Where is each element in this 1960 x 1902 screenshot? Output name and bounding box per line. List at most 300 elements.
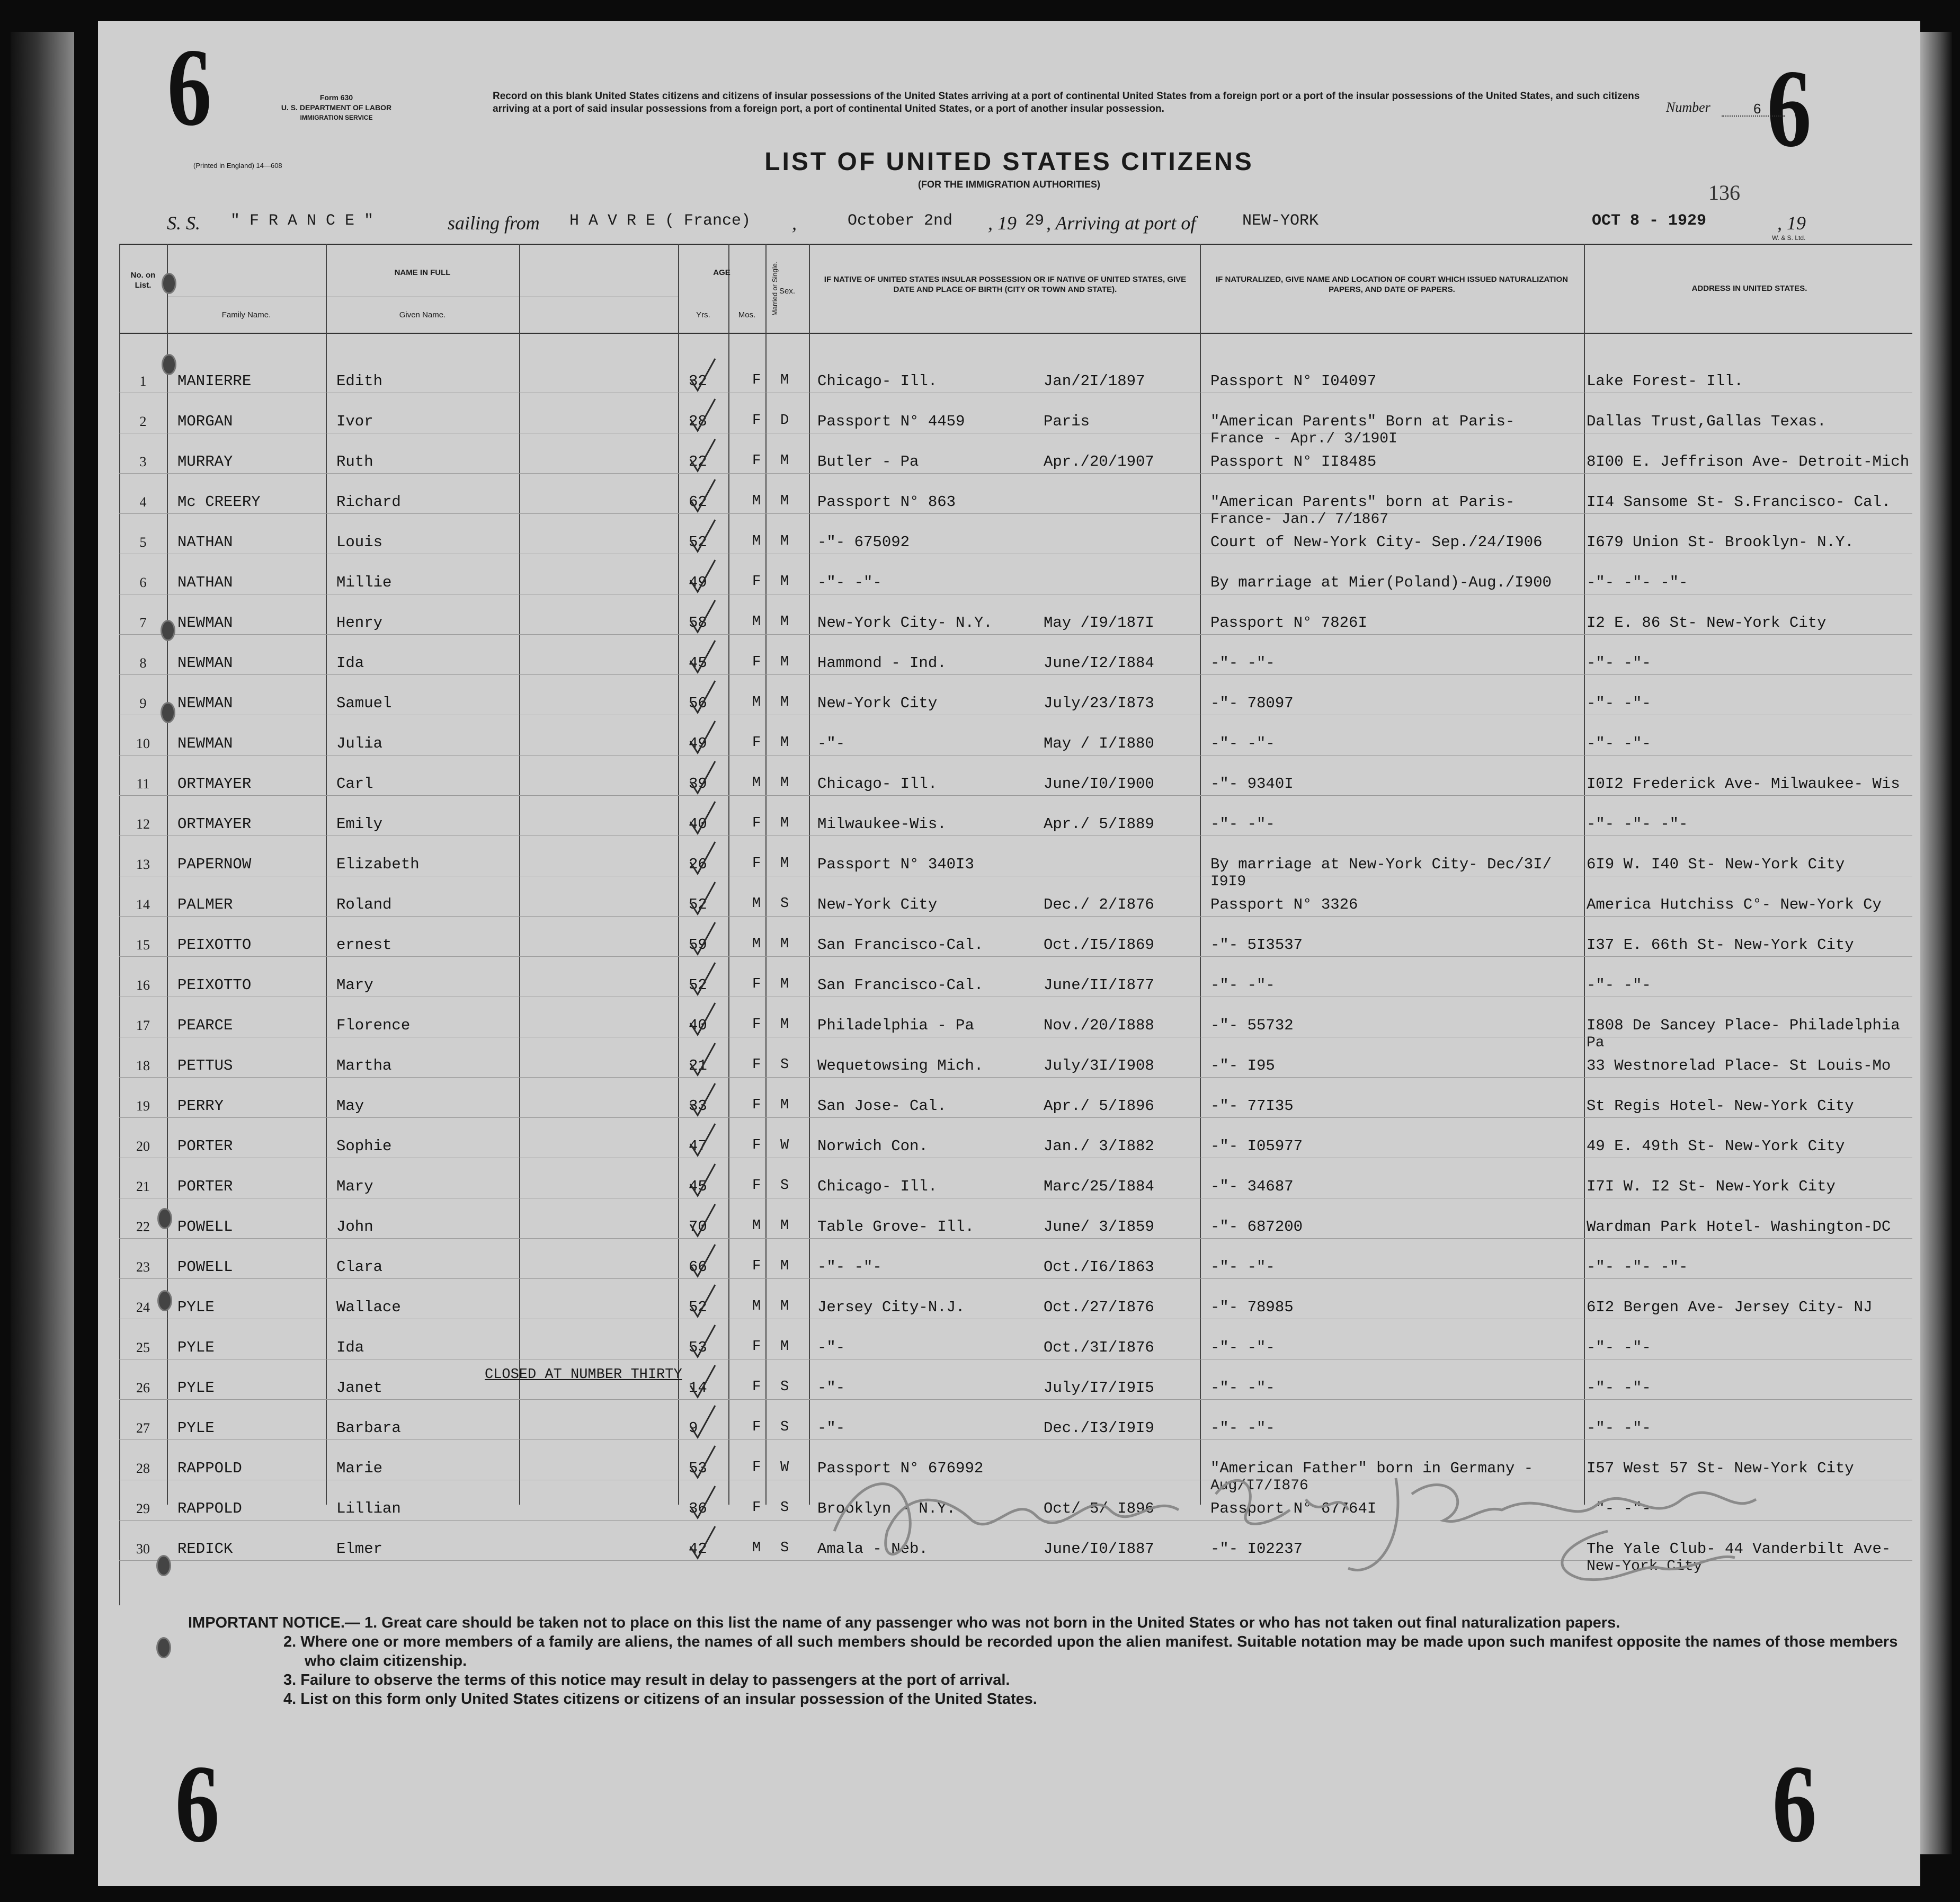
cell-birth-place: Philadelphia - Pa [817, 1017, 974, 1034]
cell-ms: M [780, 1299, 789, 1314]
cell-birth-date: Oct./3I/I876 [1044, 1339, 1154, 1356]
cell-ms: M [780, 856, 789, 872]
check-mark-icon [686, 680, 718, 717]
cell-natz: -"- 9340I [1210, 775, 1294, 793]
cell-natz: -"- 78985 [1210, 1299, 1294, 1316]
cell-family: MURRAY [177, 453, 233, 470]
header-address: ADDRESS IN UNITED STATES. [1691, 284, 1807, 293]
cell-family: PYLE [177, 1419, 215, 1437]
notice-item: 4. List on this form only United States citizens or citizens of an insular possession of the United States. [283, 1691, 1037, 1708]
cell-birth-place: -"- -"- [817, 1258, 882, 1276]
binding-hole [156, 1555, 171, 1576]
sheet-number-top-right: 6 [1767, 47, 1812, 170]
cell-ms: M [780, 493, 789, 509]
table-row [119, 916, 1912, 957]
cell-age: 42 [689, 1540, 707, 1558]
cell-sex: M [752, 534, 761, 549]
cell-no: 22 [136, 1219, 150, 1234]
cell-addr: -"- -"- [1587, 1379, 1651, 1397]
cell-ms: S [780, 1178, 789, 1194]
cell-age: 52 [689, 896, 707, 913]
cell-addr: I57 West 57 St- New-York City [1587, 1460, 1854, 1477]
cell-ms: S [780, 1379, 789, 1395]
cell-addr: I808 De Sancey Place- Philadelphia [1587, 1017, 1900, 1034]
cell-family: POWELL [177, 1258, 233, 1276]
cell-addr: The Yale Club- 44 Vanderbilt Ave- [1587, 1540, 1891, 1558]
binding-hole [161, 702, 175, 723]
form-header [246, 93, 426, 123]
binding-hole [162, 273, 176, 294]
table-row [119, 1238, 1912, 1279]
table-row [119, 594, 1912, 635]
cell-age: 49 [689, 735, 707, 752]
cell-sex: F [752, 574, 761, 590]
department: U. S. DEPARTMENT OF LABOR [281, 103, 392, 112]
cell-family: PAPERNOW [177, 856, 252, 873]
cell-given: John [336, 1218, 373, 1236]
cell-family: MANIERRE [177, 372, 252, 390]
check-mark-icon [686, 801, 718, 838]
left-page-edge [11, 32, 74, 1854]
cell-birth-place: Passport N° 340I3 [817, 856, 974, 873]
cell-ms: M [780, 695, 789, 710]
cell-ms: S [780, 896, 789, 912]
cell-given: Henry [336, 614, 383, 632]
cell-ms: M [780, 1258, 789, 1274]
cell-ms: M [780, 775, 789, 791]
cell-sex: M [752, 1299, 761, 1314]
cell-birth-date: Oct./27/I876 [1044, 1299, 1154, 1316]
cell-birth-date: May /I9/187I [1044, 614, 1154, 632]
header-birth: IF NATIVE OF UNITED STATES INSULAR POSSESSION OR IF NATIVE OF UNITED STATES, GIVE DATE AND PLACE OF BIRTH (CITY OR TOWN AND STATE). [824, 275, 1187, 294]
check-mark-icon [686, 1082, 718, 1119]
check-mark-icon [686, 1243, 718, 1281]
cell-sex: F [752, 1500, 761, 1516]
table-row [119, 836, 1912, 890]
cell-ms: M [780, 735, 789, 751]
cell-natz: By marriage at New-York City- Dec/3I/ [1210, 856, 1552, 873]
cell-age: 9 [689, 1419, 698, 1437]
port-to: NEW-YORK [1242, 212, 1319, 230]
cell-natz: -"- -"- [1210, 1379, 1275, 1397]
form-number: Form 630 [319, 93, 353, 102]
cell-sex: F [752, 413, 761, 429]
cell-ms: M [780, 654, 789, 670]
check-mark-icon [686, 1485, 718, 1522]
cell-sex: F [752, 1057, 761, 1073]
cell-family: NATHAN [177, 574, 233, 591]
check-mark-icon [686, 1445, 718, 1482]
cell-family: ORTMAYER [177, 815, 252, 833]
cell-no: 13 [136, 857, 150, 872]
check-mark-icon [686, 639, 718, 677]
cell-addr: -"- -"- [1587, 1500, 1651, 1517]
form-title: LIST OF UNITED STATES CITIZENS [764, 148, 1254, 176]
cell-birth-place: San Francisco-Cal. [817, 936, 984, 954]
cell-birth-place: San Francisco-Cal. [817, 976, 984, 994]
cell-sex: F [752, 1419, 761, 1435]
cell-sex: M [752, 1218, 761, 1234]
cell-addr2: Pa [1587, 1035, 1605, 1051]
cell-no: 26 [136, 1380, 150, 1396]
cell-addr: Wardman Park Hotel- Washington-DC [1587, 1218, 1891, 1236]
cell-ms: W [780, 1137, 789, 1153]
header-no: No. on List. [130, 271, 156, 290]
cell-age: 40 [689, 815, 707, 833]
cell-birth-date: Jan./ 3/I882 [1044, 1137, 1154, 1155]
cell-no: 19 [136, 1098, 150, 1114]
cell-sex: M [752, 493, 761, 509]
table-row [119, 1198, 1912, 1239]
cell-given: Julia [336, 735, 383, 752]
cell-addr: 8I00 E. Jeffrison Ave- Detroit-Mich [1587, 453, 1910, 470]
port-from: H A V R E ( France) [569, 212, 751, 230]
cell-addr: I7I W. I2 St- New-York City [1587, 1178, 1836, 1195]
cell-sex: F [752, 976, 761, 992]
cell-birth-date: June/I0/I900 [1044, 775, 1154, 793]
cell-no: 4 [139, 494, 147, 510]
cell-addr: Lake Forest- Ill. [1587, 372, 1743, 390]
cell-birth-date: Oct./I5/I869 [1044, 936, 1154, 954]
cell-addr: -"- -"- -"- [1587, 815, 1688, 833]
cell-birth-date: June/I2/I884 [1044, 654, 1154, 672]
cell-birth-place: Butler - Pa [817, 453, 919, 470]
cell-ms: M [780, 1339, 789, 1355]
check-mark-icon [686, 438, 718, 475]
cell-birth-date: Apr./ 5/I889 [1044, 815, 1154, 833]
cell-natz: -"- I05977 [1210, 1137, 1303, 1155]
table-row [119, 1117, 1912, 1158]
cell-natz: Passport N° I04097 [1210, 372, 1377, 390]
table-row [119, 715, 1912, 756]
cell-family: PETTUS [177, 1057, 233, 1074]
cell-given: Martha [336, 1057, 392, 1074]
cell-given: Richard [336, 493, 401, 511]
cell-birth-date: Oct/ 5/ I896 [1044, 1500, 1154, 1517]
check-mark-icon [686, 1364, 718, 1401]
cell-birth-place: New-York City- N.Y. [817, 614, 993, 632]
cell-family: PEARCE [177, 1017, 233, 1034]
cell-birth-place: Wequetowsing Mich. [817, 1057, 984, 1074]
cell-birth-place: Passport N° 863 [817, 493, 956, 511]
cell-ms: M [780, 614, 789, 630]
table-row [119, 1278, 1912, 1319]
cell-age: 28 [689, 413, 707, 430]
cell-natz: -"- -"- [1210, 1339, 1275, 1356]
cell-addr: -"- -"- [1587, 1339, 1651, 1356]
check-mark-icon [686, 720, 718, 757]
cell-addr: II4 Sansome St- S.Francisco- Cal. [1587, 493, 1891, 511]
cell-birth-date: July/23/I873 [1044, 695, 1154, 712]
cell-ms: D [780, 413, 789, 429]
voyage-line: S. S. " F R A N C E " sailing from H A V R E ( France) , October 2nd , 19 29 , Arriving at port of NEW-YORK OCT 8 - 1929 , 19 [167, 212, 1806, 234]
cell-age: 52 [689, 534, 707, 551]
cell-birth-place: Passport N° 4459 [817, 413, 965, 430]
cell-natz: -"- -"- [1210, 1258, 1275, 1276]
service: IMMIGRATION SERVICE [300, 114, 373, 121]
cell-ms: M [780, 815, 789, 831]
cell-addr: I2 E. 86 St- New-York City [1587, 614, 1827, 632]
header-family: Family Name. [221, 310, 271, 319]
binding-hole [161, 620, 175, 641]
cell-sex: F [752, 453, 761, 469]
check-mark-icon [686, 1002, 718, 1039]
cell-given: Ruth [336, 453, 373, 470]
cell-no: 18 [136, 1058, 150, 1073]
table-row [119, 876, 1912, 917]
notice-item: 2. Where one or more members of a family are aliens, the names of all such members should be recorded upon the alien manifest. Suitable notation may be made upon such manifest opposite the names of those members who claim citizenship. [283, 1633, 1898, 1669]
cell-birth-date: May / I/I880 [1044, 735, 1154, 752]
form-subtitle: (FOR THE IMMIGRATION AUTHORITIES) [918, 179, 1100, 190]
cell-birth-date: July/I7/I9I5 [1044, 1379, 1154, 1397]
ship-name: " F R A N C E " [230, 212, 374, 230]
cell-family: PEIXOTTO [177, 976, 252, 994]
cell-natz: Passport N° 3326 [1210, 896, 1358, 913]
cell-natz: "American Parents" Born at Paris- [1210, 413, 1515, 430]
cell-sex: F [752, 1178, 761, 1194]
cell-no: 1 [139, 374, 147, 389]
cell-given: Samuel [336, 695, 392, 712]
cell-age: 40 [689, 1017, 707, 1034]
cell-birth-date: Paris [1044, 413, 1090, 430]
table-row [119, 997, 1912, 1051]
cell-age: 56 [689, 695, 707, 712]
cell-sex: F [752, 1017, 761, 1033]
header-yrs: Yrs. [696, 310, 710, 319]
cell-birth-place: Jersey City-N.J. [817, 1299, 965, 1316]
notice-item: 1. Great care should be taken not to place on this list the name of any passenger who was not born in the United States or who has not taken out final naturalization papers. [364, 1614, 1620, 1631]
cell-birth-date: Dec./ 2/I876 [1044, 896, 1154, 913]
table-row [119, 634, 1912, 675]
cell-sex: F [752, 1137, 761, 1153]
binding-hole [157, 1208, 172, 1229]
cell-natz: Passport N° 7826I [1210, 614, 1367, 632]
sheet-number-bottom-left: 6 [175, 1743, 220, 1865]
check-mark-icon [686, 599, 718, 636]
arrival-year-label: , 19 [1777, 212, 1806, 234]
cell-given: Mary [336, 1178, 373, 1195]
cell-addr: 49 E. 49th St- New-York City [1587, 1137, 1845, 1155]
check-mark-icon [686, 1284, 718, 1321]
cell-no: 14 [136, 897, 150, 912]
cell-birth-place: Norwich Con. [817, 1137, 928, 1155]
notice-item: 3. Failure to observe the terms of this notice may result in delay to passengers at the port of arrival. [283, 1672, 1010, 1688]
cell-age: 39 [689, 775, 707, 793]
cell-natz: -"- 55732 [1210, 1017, 1294, 1034]
cell-natz: -"- -"- [1210, 654, 1275, 672]
check-mark-icon [686, 841, 718, 878]
cell-addr: 33 Westnorelad Place- St Louis-Mo [1587, 1057, 1891, 1074]
cell-no: 25 [136, 1340, 150, 1355]
table-row [119, 352, 1912, 393]
cell-natz: -"- -"- [1210, 815, 1275, 833]
right-page-edge [1920, 32, 1952, 1854]
cell-natz: -"- -"- [1210, 976, 1275, 994]
cell-no: 12 [136, 816, 150, 832]
cell-addr2: New-York City [1587, 1558, 1703, 1575]
cell-family: PORTER [177, 1178, 233, 1195]
table-row [119, 755, 1912, 796]
manifest-sheet [98, 21, 1920, 1886]
check-mark-icon [686, 1405, 718, 1442]
cell-family: PEIXOTTO [177, 936, 252, 954]
binding-hole [157, 1290, 172, 1311]
cell-no: 7 [139, 615, 147, 630]
cell-age: 26 [689, 856, 707, 873]
closed-note: CLOSED AT NUMBER THIRTY [485, 1367, 682, 1383]
record-note: Record on this blank United States citizens and citizens of insular possessions of the United States arriving at a port of continental United States from a foreign port or a port of the insular possessions of the United States, and such citizens arriving at a port of said insular possessions from a foreign port, a port of continental United States, or a port of another insular possession. [493, 91, 1640, 114]
cell-age: 58 [689, 614, 707, 632]
cell-no: 20 [136, 1139, 150, 1154]
cell-family: NEWMAN [177, 614, 233, 632]
cell-sex: M [752, 614, 761, 630]
cell-natz: -"- 5I3537 [1210, 936, 1303, 954]
cell-family: PERRY [177, 1097, 224, 1115]
cell-birth-date: Jan/2I/1897 [1044, 372, 1145, 390]
cell-birth-place: San Jose- Cal. [817, 1097, 947, 1115]
cell-birth-place: Milwaukee-Wis. [817, 815, 947, 833]
cell-given: Janet [336, 1379, 383, 1397]
cell-ms: M [780, 1218, 789, 1234]
cell-given: Clara [336, 1258, 383, 1276]
cell-given: Millie [336, 574, 392, 591]
cell-ms: S [780, 1057, 789, 1073]
cell-no: 8 [139, 655, 147, 671]
cell-ms: S [780, 1500, 789, 1516]
cell-age: 52 [689, 976, 707, 994]
cell-age: 45 [689, 654, 707, 672]
cell-natz2: France- Jan./ 7/1867 [1210, 511, 1389, 528]
cell-family: PYLE [177, 1379, 215, 1397]
binding-hole [162, 354, 176, 375]
table-row [119, 795, 1912, 836]
cell-no: 11 [136, 776, 150, 792]
cell-given: Barbara [336, 1419, 401, 1437]
table-row [119, 433, 1912, 474]
cell-addr: I37 E. 66th St- New-York City [1587, 936, 1854, 954]
cell-natz: By marriage at Mier(Poland)-Aug./I900 [1210, 574, 1552, 591]
cell-family: PALMER [177, 896, 233, 913]
cell-given: Florence [336, 1017, 411, 1034]
cell-ms: M [780, 574, 789, 590]
check-mark-icon [686, 1525, 718, 1562]
cell-given: Sophie [336, 1137, 392, 1155]
check-mark-icon [686, 478, 718, 516]
cell-addr: -"- -"- -"- [1587, 574, 1688, 591]
cell-age: 32 [689, 372, 707, 390]
cell-addr: St Regis Hotel- New-York City [1587, 1097, 1854, 1115]
cell-natz: -"- 34687 [1210, 1178, 1294, 1195]
table-row [119, 1359, 1912, 1400]
cell-no: 9 [139, 696, 147, 711]
cell-ms: S [780, 1540, 789, 1556]
cell-birth-place: Chicago- Ill. [817, 775, 938, 793]
cell-no: 27 [136, 1420, 150, 1436]
cell-ms: M [780, 453, 789, 469]
printer-mark: W. & S. Ltd. [1772, 234, 1806, 242]
header-marital: Married or Single. [771, 261, 779, 316]
cell-addr: -"- -"- [1587, 735, 1651, 752]
header-mos: Mos. [738, 310, 756, 319]
cell-ms: S [780, 1419, 789, 1435]
cell-sex: F [752, 856, 761, 872]
cell-natz: Passport N° II8485 [1210, 453, 1377, 470]
cell-sex: F [752, 654, 761, 670]
cell-birth-place: Hammond - Ind. [817, 654, 947, 672]
cell-given: Louis [336, 534, 383, 551]
cell-no: 21 [136, 1179, 150, 1194]
cell-no: 28 [136, 1461, 150, 1476]
binding-hole [156, 1637, 171, 1658]
cell-family: RAPPOLD [177, 1500, 242, 1517]
cell-birth-place: -"- [817, 1339, 845, 1356]
cell-age: 14 [689, 1379, 707, 1397]
cell-sex: M [752, 1540, 761, 1556]
cell-age: 22 [689, 453, 707, 470]
cell-sex: F [752, 1339, 761, 1355]
cell-birth-place: New-York City [817, 695, 938, 712]
cell-addr: -"- -"- -"- [1587, 1258, 1688, 1276]
arriving-label: , Arriving at port of [1046, 212, 1196, 234]
cell-sex: F [752, 372, 761, 388]
cell-given: Carl [336, 775, 373, 793]
cell-age: 45 [689, 1178, 707, 1195]
cell-age: 62 [689, 493, 707, 511]
table-row [119, 473, 1912, 528]
cell-family: MORGAN [177, 413, 233, 430]
cell-birth-date: Oct./I6/I863 [1044, 1258, 1154, 1276]
cell-natz: -"- 687200 [1210, 1218, 1303, 1236]
cell-sex: F [752, 1097, 761, 1113]
cell-given: Emily [336, 815, 383, 833]
year-prefix: , 19 [988, 212, 1017, 234]
cell-no: 17 [136, 1018, 150, 1033]
cell-family: PORTER [177, 1137, 233, 1155]
header-given: Given Name. [399, 310, 446, 319]
cell-natz: -"- I02237 [1210, 1540, 1303, 1558]
cell-addr: I0I2 Frederick Ave- Milwaukee- Wis [1587, 775, 1900, 793]
cell-given: Ida [336, 1339, 364, 1356]
cell-family: POWELL [177, 1218, 233, 1236]
notice-label: IMPORTANT NOTICE.— [188, 1614, 360, 1631]
check-mark-icon [686, 519, 718, 556]
cell-birth-place: New-York City [817, 896, 938, 913]
cell-addr: Dallas Trust,Gallas Texas. [1587, 413, 1827, 430]
cell-sex: F [752, 815, 761, 831]
cell-given: Elizabeth [336, 856, 420, 873]
cell-birth-date: June/II/I877 [1044, 976, 1154, 994]
cell-given: Wallace [336, 1299, 401, 1316]
ss-label: S. S. [167, 212, 200, 234]
cell-no: 30 [136, 1541, 150, 1557]
cell-ms: M [780, 372, 789, 388]
cell-given: Mary [336, 976, 373, 994]
number-label: Number [1666, 100, 1710, 115]
table-row [119, 1158, 1912, 1198]
table-row [119, 1077, 1912, 1118]
cell-age: 52 [689, 1299, 707, 1316]
cell-birth-place: Chicago- Ill. [817, 1178, 938, 1195]
cell-addr: America Hutchiss C°- New-York Cy [1587, 896, 1882, 913]
cell-age: 36 [689, 1500, 707, 1517]
number-value: 6 [1753, 101, 1761, 117]
cell-birth-place: -"- [817, 1419, 845, 1437]
check-mark-icon [686, 1163, 718, 1200]
table-row [119, 674, 1912, 715]
sheet-number-top-left: 6 [167, 26, 212, 149]
cell-age: 59 [689, 936, 707, 954]
printed-in: (Printed in England) 14—608 [193, 162, 282, 170]
